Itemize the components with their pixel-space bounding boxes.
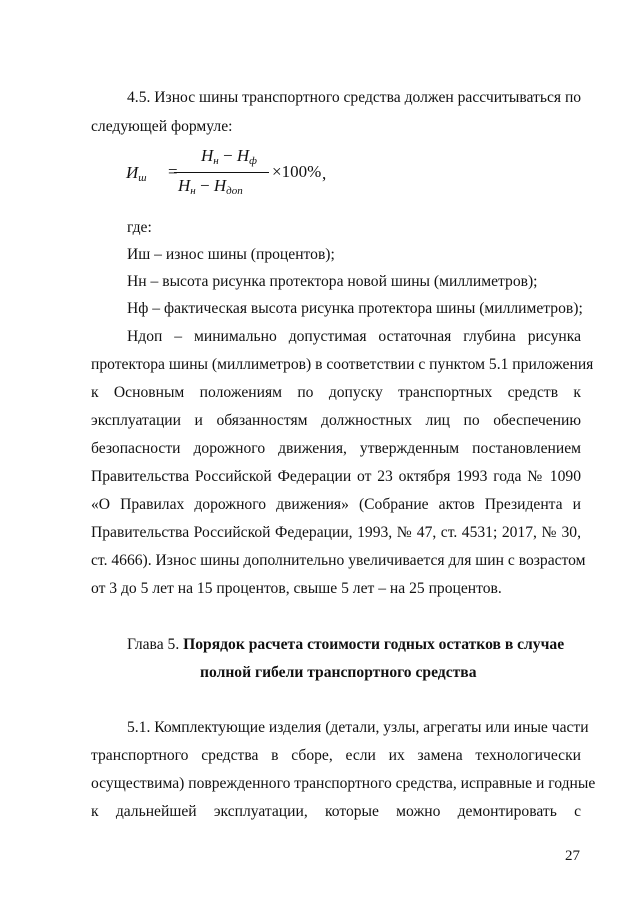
chapter-title-line-1: Порядок расчета стоимости годных остатков в случае	[183, 636, 565, 653]
definition-hdop-line-6: Правительства Российской Федерации от 23 октября 1993 года № 1090	[91, 468, 581, 485]
definition-hdop-line-4: эксплуатации и обязанностям должностных лиц по обеспечению	[91, 412, 581, 429]
page-number: 27	[565, 848, 580, 864]
definition-hdop-line-5: безопасности дорожного движения, утвержденным постановлением	[91, 440, 581, 457]
formula-times-percent: ×100%	[272, 162, 322, 181]
chapter-title-line-2: полной гибели транспортного средства	[200, 664, 477, 681]
definition-hn: Нн – высота рисунка протектора новой шины (миллиметров);	[127, 273, 538, 290]
definition-hdop-line-9: ст. 4666). Износ шины дополнительно увеличивается для шин с возрастом	[91, 552, 586, 569]
formula-fraction-bar	[174, 172, 269, 173]
definition-iw: Иш – износ шины (процентов);	[127, 246, 335, 263]
paragraph-4-5-line-2: следующей формуле:	[91, 118, 233, 135]
formula-equals: =	[168, 162, 178, 181]
paragraph-5-1-line-4: к дальнейшей эксплуатации, которые можно демонтировать с	[91, 803, 581, 820]
chapter-prefix: Глава 5.	[127, 636, 184, 653]
definition-hf: Нф – фактическая высота рисунка протектора шины (миллиметров);	[127, 300, 583, 317]
definitions-where: где:	[127, 219, 152, 236]
formula-numerator: $Н_н - Н_ф$	[201, 146, 257, 167]
paragraph-4-5-line-1: 4.5. Износ шины транспортного средства должен рассчитываться по	[127, 89, 582, 106]
paragraph-5-1-line-1: 5.1. Комплектующие изделия (детали, узлы, агрегаты или иные части	[127, 719, 589, 736]
definition-hdop-line-8: Правительства Российской Федерации, 1993, № 47, ст. 4531; 2017, № 30,	[91, 524, 581, 541]
definition-hdop-line-3: к Основным положениям по допуску транспортных средств к	[91, 384, 581, 401]
formula-lhs: $И_ш$	[126, 163, 147, 184]
tire-wear-formula	[118, 142, 358, 206]
formula-denominator: $Н_н - Н_{доп}$	[178, 176, 243, 197]
definition-hdop-line-1: Ндоп – минимально допустимая остаточная глубина рисунка	[127, 328, 581, 345]
formula-comma: ,	[322, 164, 327, 183]
definition-hdop-line-10: от 3 до 5 лет на 15 процентов, свыше 5 лет – на 25 процентов.	[91, 580, 502, 597]
paragraph-5-1-line-3: осуществима) поврежденного транспортного средства, исправные и годные	[91, 775, 596, 792]
definition-hdop-line-2: протектора шины (миллиметров) в соответствии с пунктом 5.1 приложения	[91, 356, 594, 373]
chapter-heading-line-1	[127, 635, 564, 655]
paragraph-5-1-line-2: транспортного средства в сборе, если их замена технологически	[91, 747, 581, 764]
definition-hdop-line-7: «О Правилах дорожного движения» (Собрание актов Президента и	[91, 496, 581, 513]
